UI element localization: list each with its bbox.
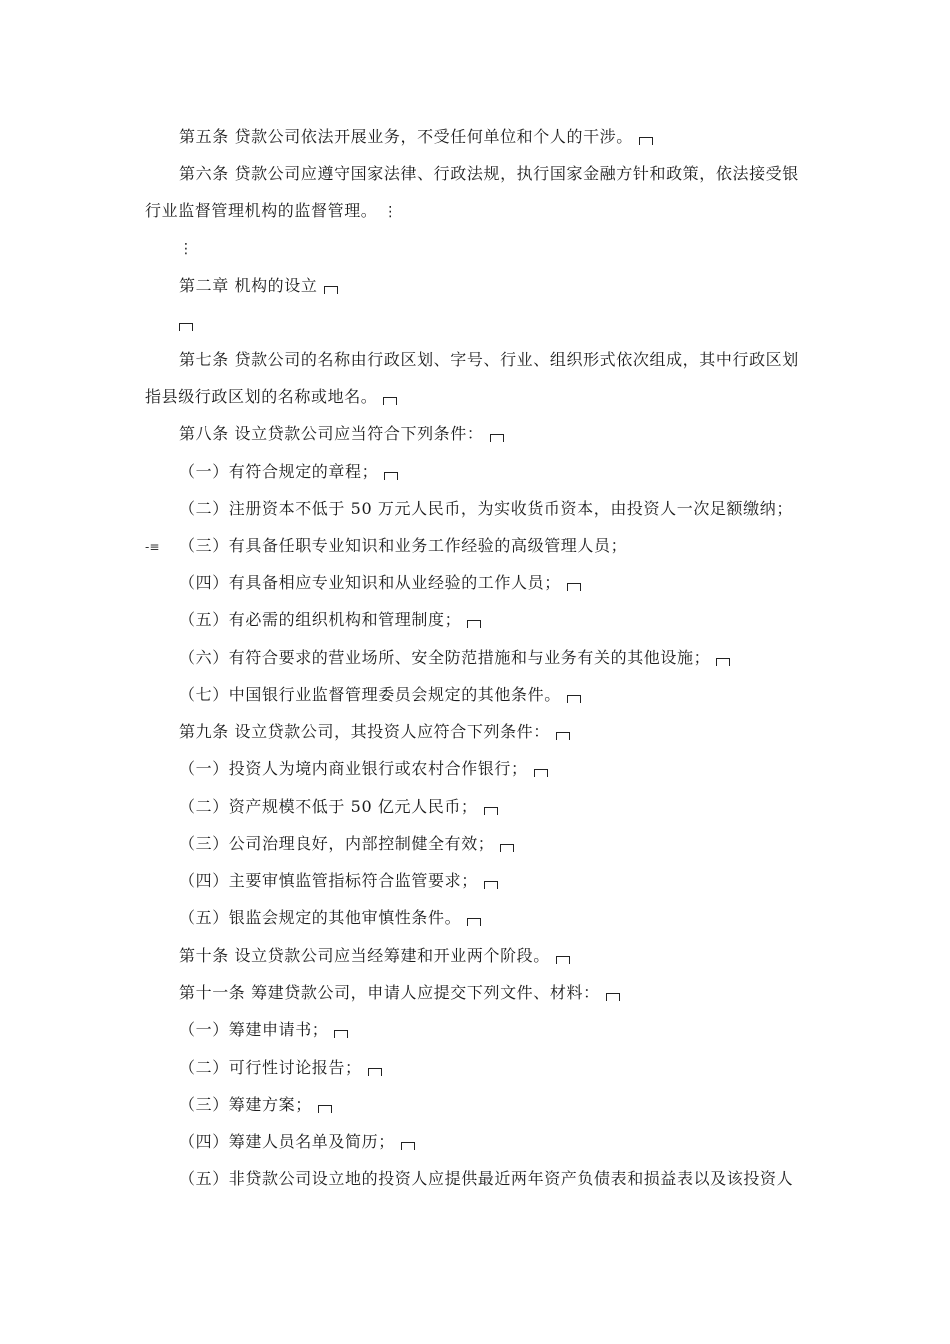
vertical-dots-icon: ⋮ (383, 204, 399, 220)
paragraph-mark-icon (484, 881, 498, 889)
list-item-text: （四）主要审慎监管指标符合监管要求； (179, 871, 478, 890)
article-11-item-4 (179, 1132, 415, 1152)
article-10-text: 第十条 设立贷款公司应当经筹建和开业两个阶段。 (179, 946, 550, 965)
article-8-item-3 (179, 536, 627, 556)
paragraph-mark-icon (334, 1030, 348, 1038)
article-11 (179, 983, 620, 1003)
article-5 (179, 127, 653, 147)
article-7-text-1: 第七条 贷款公司的名称由行政区划、字号、行业、组织形式依次组成，其中行政区划 (179, 350, 799, 369)
blank-mark-line (179, 238, 194, 259)
list-item-text: （三）筹建方案； (179, 1095, 312, 1114)
article-6-text-2: 行业监督管理机构的监督管理。 (145, 201, 378, 220)
paragraph-mark-icon (484, 807, 498, 815)
paragraph-mark-icon (324, 286, 338, 294)
list-item-text: （四）有具备相应专业知识和从业经验的工作人员； (179, 573, 561, 592)
paragraph-mark-icon (639, 137, 653, 145)
list-item-text: （六）有符合要求的营业场所、安全防范措施和与业务有关的其他设施； (179, 648, 711, 667)
list-item-text: （一）有符合规定的章程； (179, 462, 379, 481)
article-8-item-7 (179, 685, 581, 705)
article-8-item-4 (179, 573, 581, 593)
list-item-text: （三）公司治理良好，内部控制健全有效； (179, 834, 495, 853)
article-9-item-3 (179, 834, 514, 854)
list-item-text: （二）可行性讨论报告； (179, 1058, 362, 1077)
paragraph-mark-icon (467, 918, 481, 926)
article-11-item-5 (179, 1169, 793, 1189)
article-9-item-1 (179, 759, 548, 779)
article-11-item-3 (179, 1095, 332, 1115)
paragraph-mark-icon (567, 583, 581, 591)
list-item-text: （一）投资人为境内商业银行或农村合作银行； (179, 759, 528, 778)
article-8-item-6 (179, 648, 730, 668)
chapter-2-title: 第二章 机构的设立 (179, 276, 318, 295)
paragraph-mark-icon (556, 732, 570, 740)
paragraph-mark-icon (384, 472, 398, 480)
vertical-dots-icon: ⋮ (179, 241, 194, 257)
paragraph-mark-icon (556, 956, 570, 964)
article-11-item-1 (179, 1020, 348, 1040)
paragraph-mark-icon (383, 397, 397, 405)
article-11-item-2 (179, 1058, 382, 1078)
list-item-text: （七）中国银行业监督管理委员会规定的其他条件。 (179, 685, 561, 704)
paragraph-mark-icon (179, 323, 193, 331)
empty-paragraph (179, 313, 193, 333)
list-item-text: （四）筹建人员名单及简历； (179, 1132, 395, 1151)
paragraph-mark-icon (490, 434, 504, 442)
list-item-text: （五）银监会规定的其他审慎性条件。 (179, 908, 462, 927)
article-11-text: 第十一条 筹建贷款公司，申请人应提交下列文件、材料： (179, 983, 600, 1002)
article-8-item-2 (179, 499, 793, 519)
article-8-item-1 (179, 462, 398, 482)
paragraph-mark-icon (534, 769, 548, 777)
article-9 (179, 722, 570, 742)
article-8 (179, 424, 504, 444)
paragraph-mark-icon (368, 1068, 382, 1076)
article-6-line-1 (179, 164, 799, 184)
article-9-item-5 (179, 908, 481, 928)
chapter-2-heading (179, 276, 338, 296)
paragraph-mark-icon (401, 1142, 415, 1150)
list-item-text: （五）非贷款公司设立地的投资人应提供最近两年资产负债表和损益表以及该投资人 (179, 1169, 794, 1188)
article-8-text: 第八条 设立贷款公司应当符合下列条件： (179, 424, 484, 443)
article-9-item-4 (179, 871, 498, 891)
article-9-item-2 (179, 797, 498, 817)
article-7-line-1 (179, 350, 799, 370)
paragraph-mark-icon (567, 695, 581, 703)
margin-mark-icon: -≡ (145, 540, 160, 554)
list-item-text: （二）注册资本不低于 50 万元人民币，为实收货币资本，由投资人一次足额缴纳； (179, 499, 793, 518)
list-item-text: （二）资产规模不低于 50 亿元人民币； (179, 797, 478, 816)
paragraph-mark-icon (500, 844, 514, 852)
paragraph-mark-icon (606, 993, 620, 1001)
article-7-text-2: 指县级行政区划的名称或地名。 (145, 387, 378, 406)
list-item-text: （五）有必需的组织机构和管理制度； (179, 610, 462, 629)
article-8-item-5 (179, 610, 481, 630)
paragraph-mark-icon (716, 658, 730, 666)
paragraph-mark-icon (318, 1105, 332, 1113)
article-6-text-1: 第六条 贷款公司应遵守国家法律、行政法规，执行国家金融方针和政策，依法接受银 (179, 164, 799, 183)
article-6-line-2 (145, 201, 398, 222)
article-10 (179, 946, 570, 966)
article-9-text: 第九条 设立贷款公司，其投资人应符合下列条件： (179, 722, 550, 741)
list-item-text: （一）筹建申请书； (179, 1020, 329, 1039)
article-7-line-2 (145, 387, 397, 407)
list-item-text: （三）有具备任职专业知识和业务工作经验的高级管理人员； (179, 536, 628, 555)
paragraph-mark-icon (467, 620, 481, 628)
article-5-text: 第五条 贷款公司依法开展业务，不受任何单位和个人的干涉。 (179, 127, 633, 146)
